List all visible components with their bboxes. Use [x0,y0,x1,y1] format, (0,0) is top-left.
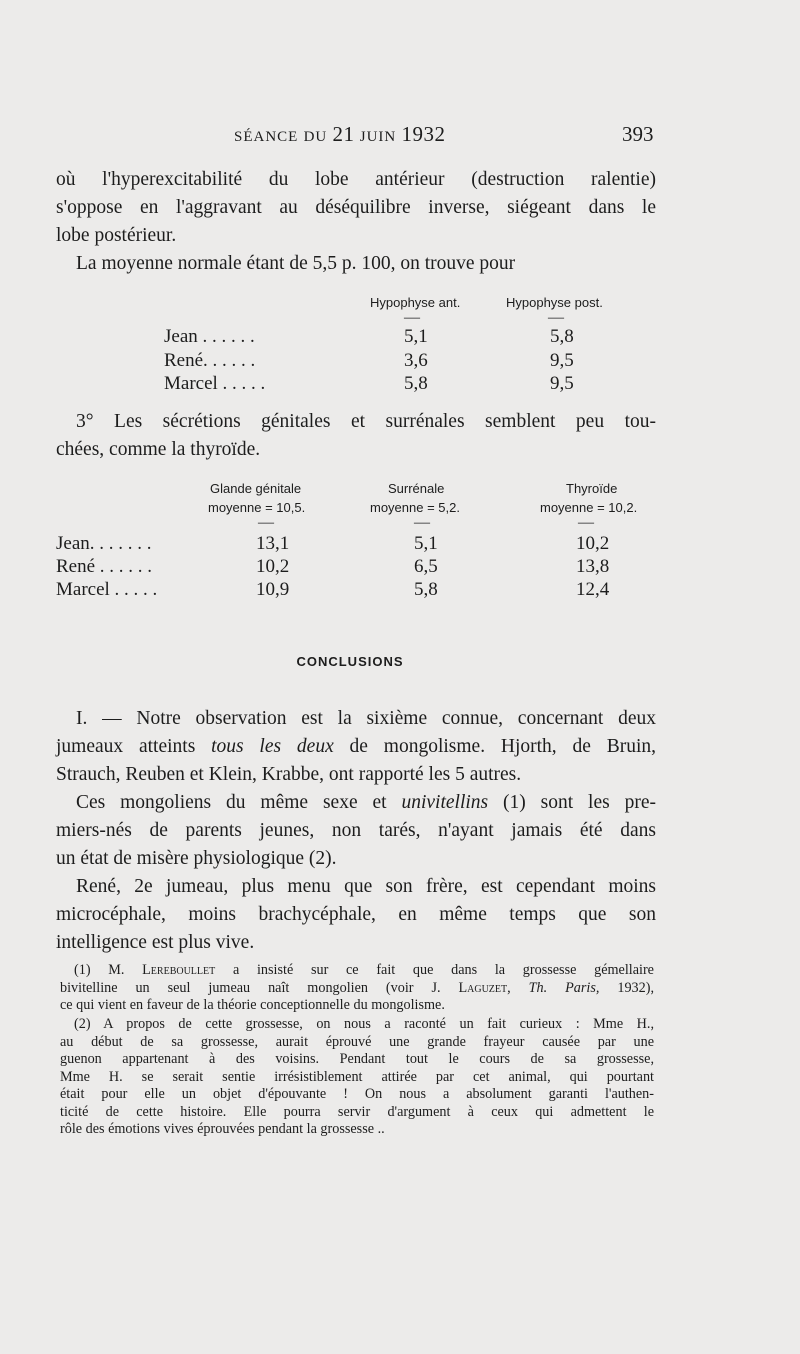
para2-line: La moyenne normale étant de 5,5 p. 100, on trouve pour [76,253,516,274]
table1-row-name: Jean . . . . . . [164,326,255,347]
table2-row-genitale: 10,2 [256,556,290,577]
running-title [234,122,446,147]
footnote2-line2: au début de sa grossesse, aurait éprouvé une grande frayeur causée par une [60,1033,654,1050]
footnote1-l1-b: a insisté sur ce fait que dans la grossesse gémellaire [215,962,654,978]
table2-row-name: René . . . . . . [56,556,153,577]
footnote1-line2 [60,980,654,998]
table2-row-thyroide: 13,8 [576,556,610,577]
table2-header-thyroide: Thyroïde [566,481,618,496]
table2-dash-thyroide: — [578,514,594,531]
footnote1-l2-c: 1932), [599,979,654,996]
conclusion1-line2-emphasis: tous les deux [211,736,334,757]
table1-row-ant: 5,1 [404,326,428,347]
table2-dash-genitale: — [258,514,274,531]
table1-row-ant: 3,6 [404,350,428,371]
conclusion1-line2-post: de mongolisme. Hjorth, de Bruin, [333,736,657,757]
footnote1-cited-author: Laguzet [458,979,508,996]
table2-sub-genitale: moyenne = 10,5. [208,500,306,515]
conclusion1-line3: Strauch, Reuben et Klein, Krabbe, ont rapporté les 5 autres. [56,764,522,785]
header-month: JUIN [359,129,397,145]
conclusion1-line1: I. — Notre observation est la sixième connue, concernant deux [76,708,656,729]
page-number: 393 [622,122,654,146]
header-seance: SÉANCE [234,129,299,145]
table2-row-name: Marcel . . . . . [56,579,158,600]
para3-line2: chées, comme la thyroïde. [56,439,261,460]
para1-line3: lobe postérieur. [56,225,177,246]
table1-row-name: Marcel . . . . . [164,373,266,394]
table2-row-thyroide: 12,4 [576,579,610,600]
footnote2-line1: (2) A propos de cette grossesse, on nous a raconté un fait curieux : Mme H., [74,1016,654,1032]
footnote2-line7: rôle des émotions vives éprouvées pendant la grossesse .. [60,1121,385,1137]
footnote2-line5: était pour elle un objet d'épouvante ! On nous a absolument garanti l'authen- [60,1086,654,1102]
conclusion2-line1-pre: Ces mongoliens du même sexe et [76,792,402,813]
footnote1-l2-a: bivitelline un seul jumeau naît mongolien (voir J. [60,979,459,996]
table2-row-surrenale: 6,5 [414,556,438,577]
conclusion2-line1-post: (1) sont les pre- [488,792,656,813]
table2-row-genitale: 10,9 [256,579,290,600]
table2-row-name: Jean. . . . . . . [56,533,152,554]
conclusions-heading: CONCLUSIONS [296,654,404,669]
footnote1-line3: ce qui vient en faveur de la théorie conceptionnelle du mongolisme. [60,997,445,1013]
footnote1-thesis: Th. Paris, [528,979,600,996]
table1-dash-ant: — [404,309,420,326]
table1-row-post: 9,5 [550,350,574,371]
table2-header-genitale: Glande génitale [210,481,302,496]
conclusion3-line2: microcéphale, moins brachycéphale, en même temps que son [56,904,656,925]
table1-row-post: 9,5 [550,373,574,394]
table2-row-surrenale: 5,1 [414,533,438,554]
table1-dash-post: — [548,309,564,326]
conclusion1-line2 [56,733,656,761]
conclusion2-line1 [76,789,656,817]
para1-line1: où l'hyperexcitabilité du lobe antérieur (destruction ralentie) [56,169,656,190]
table2-row-thyroide: 10,2 [576,533,610,554]
header-day: 21 [332,122,355,146]
footnote1-l2-b: , [507,979,529,996]
footnote2-line3: guenon appartenant à des voisins. Pendant tout le cours de sa grossesse, [60,1051,654,1067]
header-year: 1932 [401,122,446,146]
footnote2-line6: ticité de cette histoire. Elle pourra servir d'argument à ceux qui admettent le [60,1103,654,1120]
table1-row-ant: 5,8 [404,373,428,394]
running-header [0,122,800,152]
para1-line2: s'oppose en l'aggravant au déséquilibre inverse, siégeant dans le [56,197,656,218]
header-du: DU [303,129,328,145]
conclusion2-line2: miers-nés de parents jeunes, non tarés, n'ayant jamais été dans [56,820,656,841]
conclusion3-line1: René, 2e jumeau, plus menu que son frère, est cependant moins [76,876,656,897]
footnote1-line1 [74,962,654,980]
para3-line1: 3° Les sécrétions génitales et surrénales semblent peu tou- [76,411,656,432]
footnote2-line4: Mme H. se serait sentie irrésistiblement attirée par cet animal, qui pourtant [60,1068,654,1085]
table2-sub-thyroide: moyenne = 10,2. [540,500,638,515]
conclusion2-line3: un état de misère physiologique (2). [56,848,337,869]
table2-row-genitale: 13,1 [256,533,290,554]
table2-sub-surrenale: moyenne = 5,2. [370,500,460,515]
table1-row-post: 5,8 [550,326,574,347]
table1-header-post: Hypophyse post. [506,295,603,310]
conclusion3-line3: intelligence est plus vive. [56,932,255,953]
table2-header-surrenale: Surrénale [388,481,445,496]
table1-header-ant: Hypophyse ant. [370,295,461,310]
footnote1-author: Lereboullet [142,962,216,978]
conclusion1-line2-pre: jumeaux atteints [56,736,212,757]
table1-row-name: René. . . . . . [164,350,256,371]
footnote1-l1-a: (1) M. [74,962,143,978]
conclusion2-line1-emphasis: univitellins [401,792,489,813]
table2-dash-surrenale: — [414,514,430,531]
table2-row-surrenale: 5,8 [414,579,438,600]
